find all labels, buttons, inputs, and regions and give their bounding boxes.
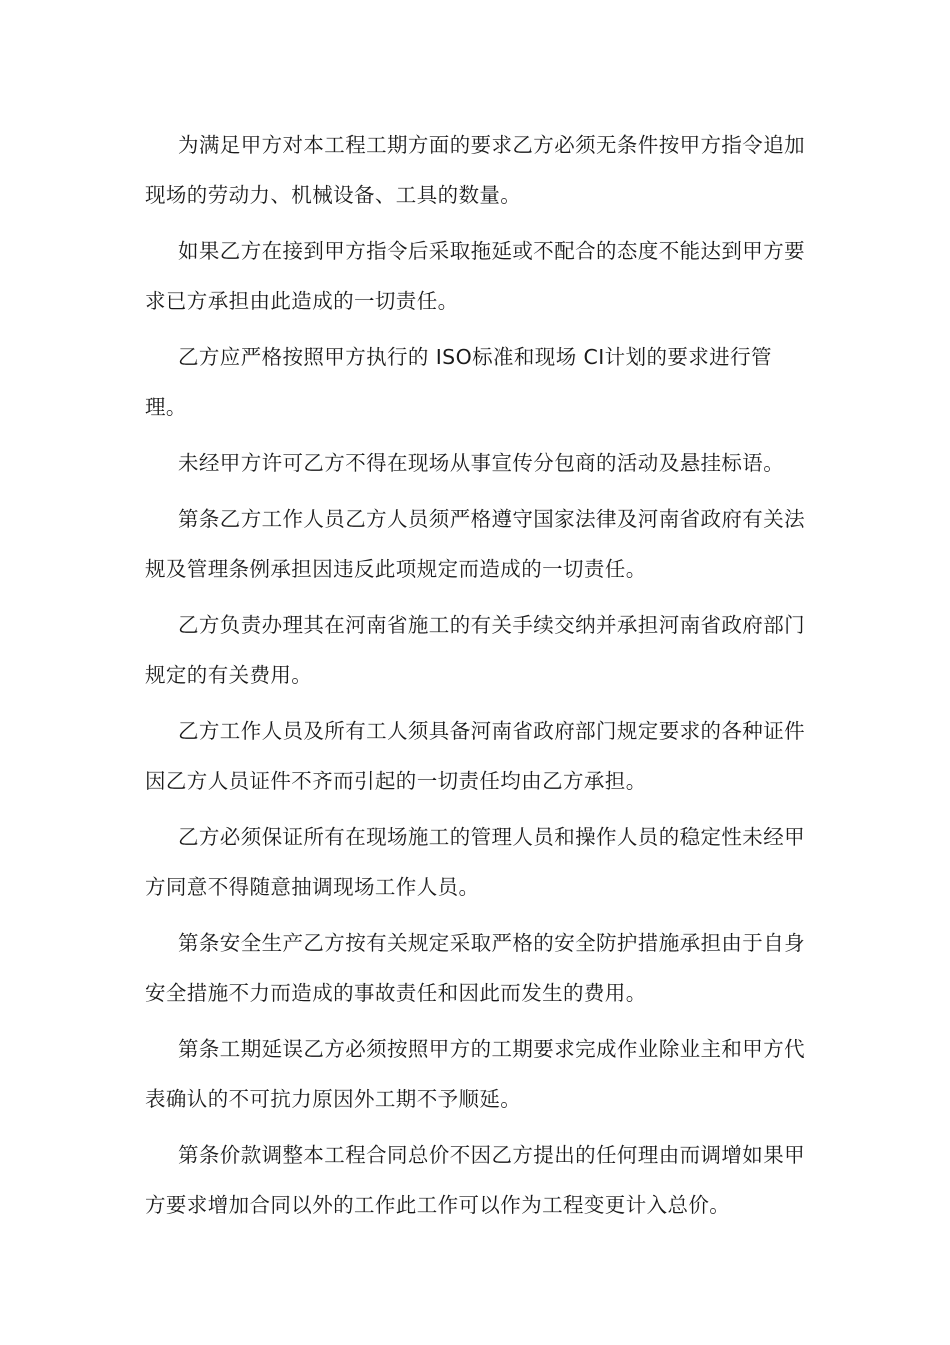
paragraph: 乙方应严格按照甲方执行的 ISO标准和现场 CI计划的要求进行管理。	[145, 345, 772, 419]
paragraph: 如果乙方在接到甲方指令后采取拖延或不配合的态度不能达到甲方要求已方承担由此造成的一切责任。	[145, 239, 805, 313]
paragraph: 乙方负责办理其在河南省施工的有关手续交纳并承担河南省政府部门规定的有关费用。	[145, 613, 805, 687]
paragraph: 第条乙方工作人员乙方人员须严格遵守国家法律及河南省政府有关法规及管理条例承担因违反此项规定而造成的一切责任。	[145, 507, 805, 581]
document-body	[145, 120, 805, 1236]
paragraph: 未经甲方许可乙方不得在现场从事宣传分包商的活动及悬挂标语。	[178, 451, 785, 475]
paragraph: 第条价款调整本工程合同总价不因乙方提出的任何理由而调增如果甲方要求增加合同以外的工作此工作可以作为工程变更计入总价。	[145, 1143, 805, 1217]
paragraph: 为满足甲方对本工程工期方面的要求乙方必须无条件按甲方指令追加现场的劳动力、机械设备、工具的数量。	[145, 133, 805, 207]
paragraph: 第条安全生产乙方按有关规定采取严格的安全防护措施承担由于自身安全措施不力而造成的事故责任和因此而发生的费用。	[145, 931, 805, 1005]
paragraph: 乙方工作人员及所有工人须具备河南省政府部门规定要求的各种证件因乙方人员证件不齐而引起的一切责任均由乙方承担。	[145, 719, 805, 793]
paragraph: 乙方必须保证所有在现场施工的管理人员和操作人员的稳定性未经甲方同意不得随意抽调现场工作人员。	[145, 825, 805, 899]
paragraph: 第条工期延误乙方必须按照甲方的工期要求完成作业除业主和甲方代表确认的不可抗力原因外工期不予顺延。	[145, 1037, 805, 1111]
